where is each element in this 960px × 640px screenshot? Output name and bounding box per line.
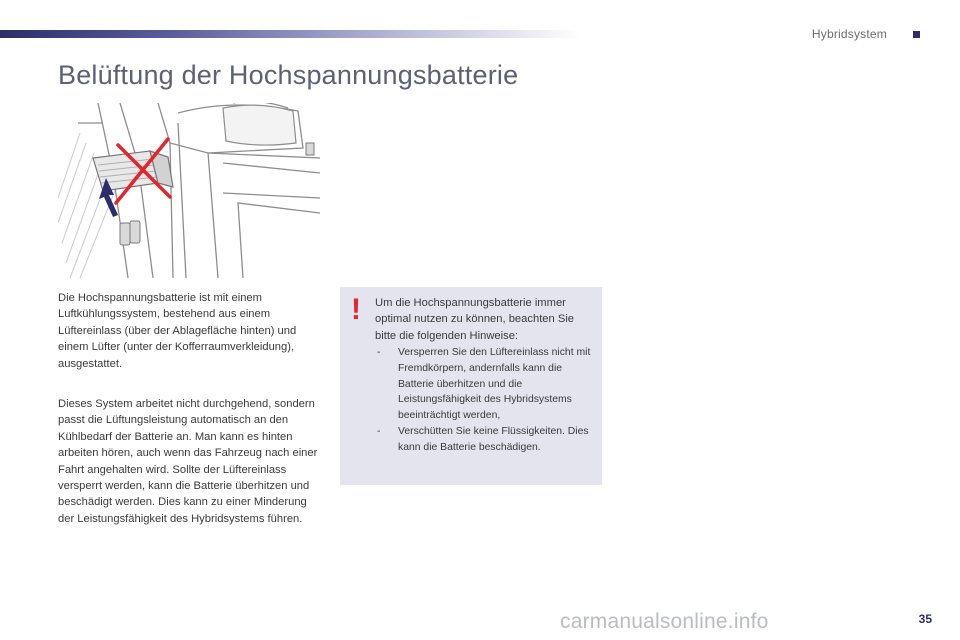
- page-number: 35: [918, 612, 932, 626]
- list-dash: -: [377, 425, 381, 437]
- section-marker-icon: [913, 31, 920, 38]
- intro-paragraph: Die Hochspannungsbatterie ist mit einem Luftkühlungssystem, bestehend aus einem Lüftereinlass (über der Ablagefläche hinten) und einem Lüfter (unter der Kofferraumverkleidung), ausgestattet.: [58, 292, 297, 370]
- warning-list: [375, 345, 600, 456]
- watermark: carmanualsonline.info: [560, 610, 769, 633]
- page-title: Belüftung der Hochspannungsbatterie: [58, 60, 519, 90]
- header-gradient-bar: [0, 30, 580, 38]
- list-dash: -: [377, 347, 381, 358]
- warning-list-item: [375, 424, 600, 456]
- section-label: Hybridsystem: [811, 27, 887, 41]
- warning-intro: Um die Hochspannungsbatterie immer optimal nutzen zu können, beachten Sie bitte die folgenden Hinweise:: [375, 297, 575, 342]
- warning-item-text: Verschütten Sie keine Flüssigkeiten. Dies kann die Batterie beschädigen.: [398, 425, 589, 453]
- battery-vent-illustration: [58, 103, 320, 278]
- warning-item-text: Versperren Sie den Lüftereinlass nicht mit Fremdkörpern, andernfalls kann die Batterie überhitzen und die Leistungsfähigkeit des Hybridsystems beeinträchtigt werden,: [398, 347, 591, 422]
- system-paragraph: Dieses System arbeitet nicht durchgehend, sondern passt die Lüftungsleistung automatisch an den Kühlbedarf der Batterie an. Man kann es hinten arbeiten hören, auch wenn das Fahrzeug nach einer Fahrt angehalten wird. Sollte der Lüftereinlass versperrt werden, kann die Batterie überhitzen und beschädigt werden. Dies kann zu einer Minderung der Leistungsfähigkeit des Hybridsystems führen.: [58, 398, 318, 525]
- warning-list-item: [375, 345, 600, 424]
- warning-box: [340, 287, 602, 485]
- exclamation-icon: !: [351, 293, 361, 326]
